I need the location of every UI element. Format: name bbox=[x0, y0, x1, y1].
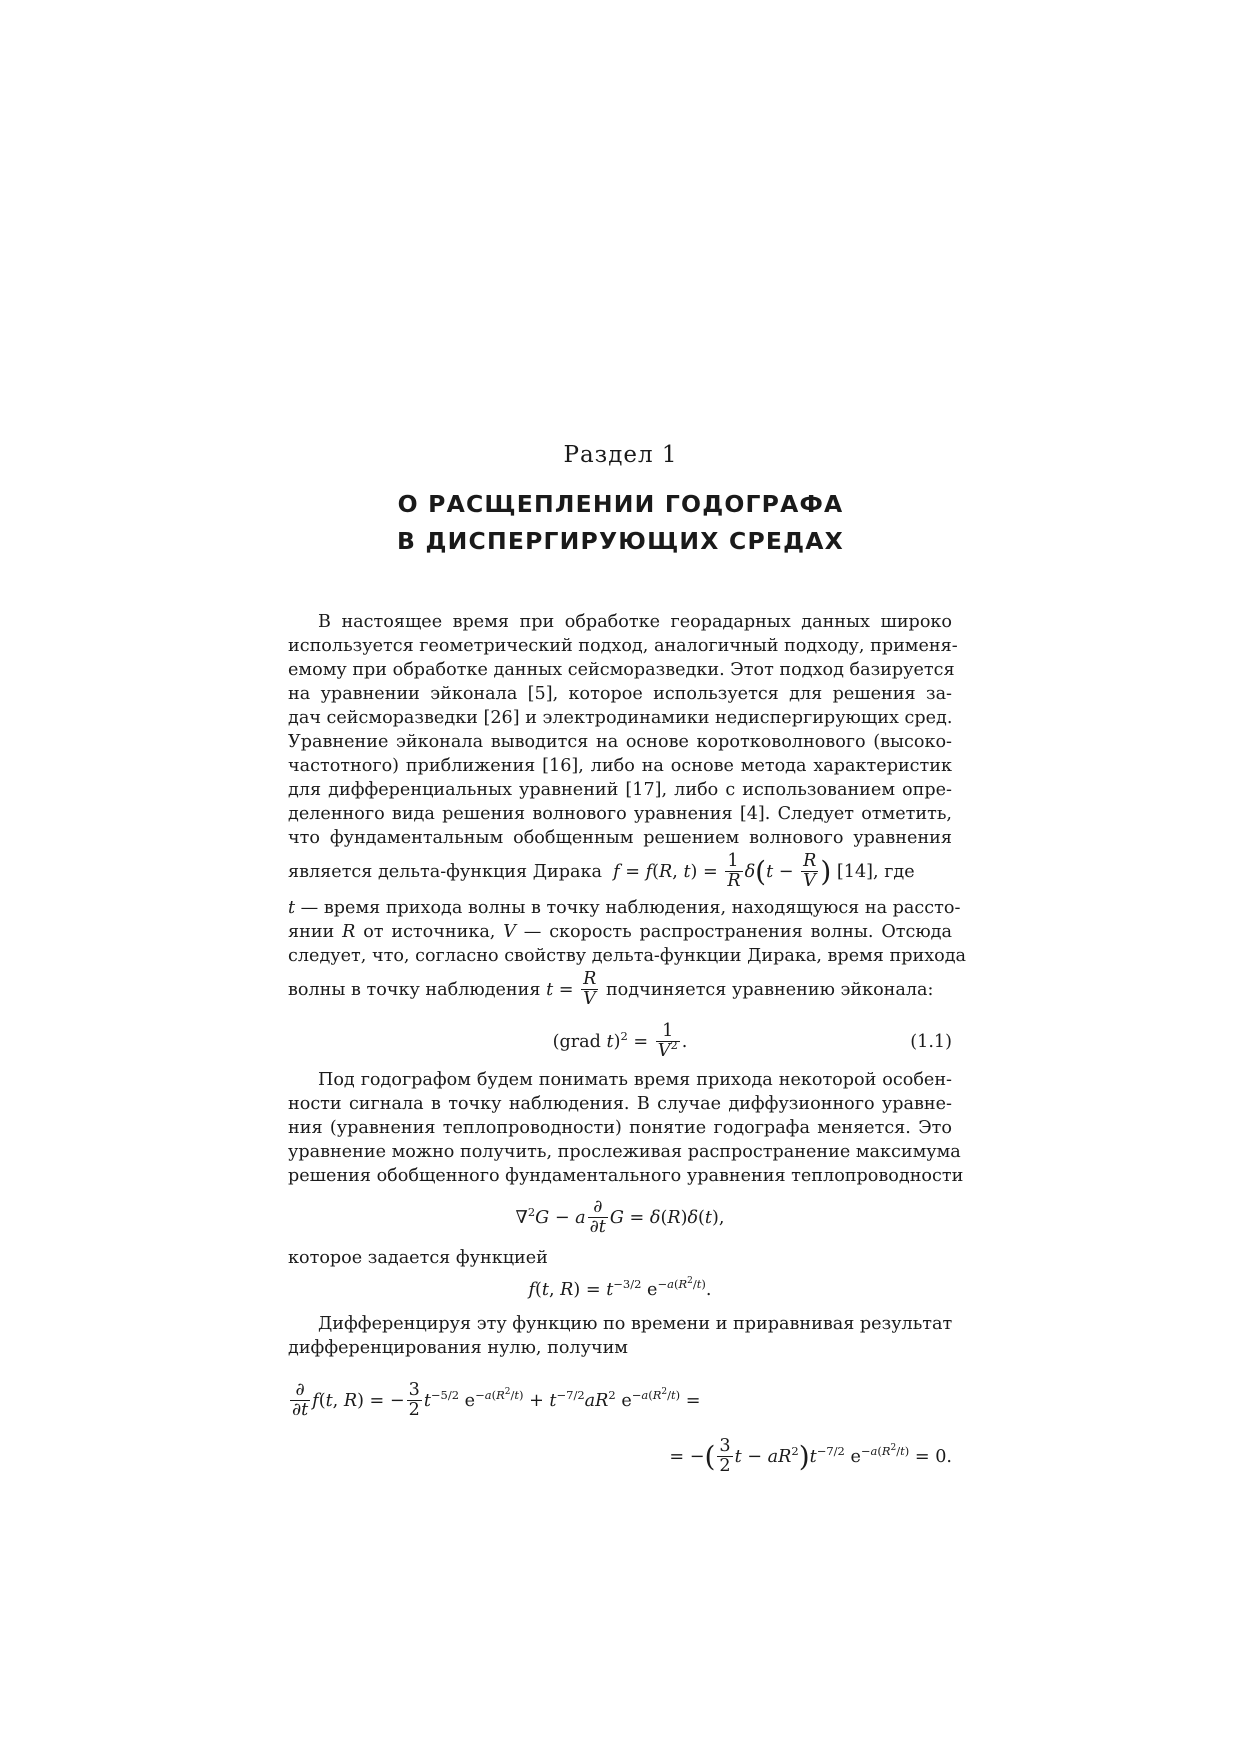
dirac-ref-text: [14], где bbox=[836, 862, 915, 882]
text-line: используется геометрический подход, аналогичный подходу, применя- bbox=[288, 636, 958, 656]
text-line: t — время прихода волны в точку наблюдения, находящуюся на рассто- bbox=[288, 898, 961, 918]
text-line: волны в точку наблюдения t = $\frac{R}{V}$ подчиняется уравнению эйконала: bbox=[288, 969, 934, 1009]
text-line: ния (уравнения теплопроводности) понятие годографа меняется. Это bbox=[288, 1118, 952, 1138]
text-line: уравнение можно получить, прослеживая распространение максимума bbox=[288, 1142, 961, 1162]
text-line: Дифференцируя эту функцию по времени и приравнивая результат bbox=[318, 1314, 953, 1334]
text-line-dirac: является дельта-функция Дирака f = f(R, t) = $\frac{1}{R}$ δ(t − $\frac{R}{V}$ ) [14], где bbox=[288, 851, 915, 891]
text-line: которое задается функцией bbox=[288, 1248, 548, 1268]
text-line: дифференцирования нулю, получим bbox=[288, 1338, 628, 1358]
text-line: емому при обработке данных сейсморазведки. Этот подход базируется bbox=[288, 660, 955, 680]
equation-number: (1.1) bbox=[910, 1032, 952, 1052]
text-line: что фундаментальным обобщенным решением волнового уравнения bbox=[288, 828, 952, 848]
text-line: Под годографом будем понимать время прихода некоторой особен- bbox=[318, 1070, 952, 1090]
equation-derivative-line-1: $\frac{\partial}{\partial t}$ f(t, R) = − $\frac{3}{2}$ $t^{-5/2}$ $e^{-a(R^2/t)} + t^{-7/2}aR^2$ $e^{-a(R^2/t)}$ = bbox=[292, 1380, 701, 1420]
text-line: В настоящее время при обработке георадарных данных широко bbox=[318, 612, 952, 632]
chapter-title-line-1: О РАСЩЕПЛЕНИИ ГОДОГРАФА bbox=[397, 490, 844, 518]
equation-f-definition: f(t, $R) = t^{-3/2}$ $e^{-a(R^2/t)}$. bbox=[528, 1276, 712, 1300]
equation-heat: ∇$^2$G − a $\frac{\partial}{\partial t}$ G = δ(R)δ(t), bbox=[515, 1197, 725, 1237]
equation-derivative-line-2: = −( $\frac{3}{2}$ $t - aR^2)t^{-7/2}$ $e^{-a(R^2/t)} = 0$. bbox=[669, 1436, 952, 1476]
text-line: решения обобщенного фундаментального уравнения теплопроводности bbox=[288, 1166, 964, 1186]
chapter-title-line-2: В ДИСПЕРГИРУЮЩИХ СРЕДАХ bbox=[397, 527, 844, 555]
text-line: янии R от источника, V — скорость распространения волны. Отсюда bbox=[288, 922, 952, 942]
text-line: на уравнении эйконала [5], которое используется для решения за- bbox=[288, 684, 952, 704]
formula-dirac: f bbox=[607, 862, 620, 882]
text-line: деленного вида решения волнового уравнения [4]. Следует отметить, bbox=[288, 804, 952, 824]
text-line: частотного) приближения [16], либо на основе метода характеристик bbox=[288, 756, 952, 776]
equation-1-1: (grad t)$^2$ = $\frac{1}{V^2}$ . (1.1) bbox=[288, 1018, 952, 1066]
text-line: Уравнение эйконала выводится на основе коротковолнового (высоко- bbox=[288, 732, 952, 752]
text-line: следует, что, согласно свойству дельта-функции Дирака, время прихода bbox=[288, 946, 967, 966]
text-line: ности сигнала в точку наблюдения. В случае диффузионного уравне- bbox=[288, 1094, 952, 1114]
chapter-title bbox=[0, 486, 1241, 560]
section-label: Раздел 1 bbox=[563, 442, 678, 468]
text-line: для дифференциальных уравнений [17], либо с использованием опре- bbox=[288, 780, 952, 800]
text-line: дач сейсморазведки [26] и электродинамики недиспергирующих сред. bbox=[288, 708, 953, 728]
dirac-lead-text: является дельта-функция Дирака bbox=[288, 862, 602, 882]
